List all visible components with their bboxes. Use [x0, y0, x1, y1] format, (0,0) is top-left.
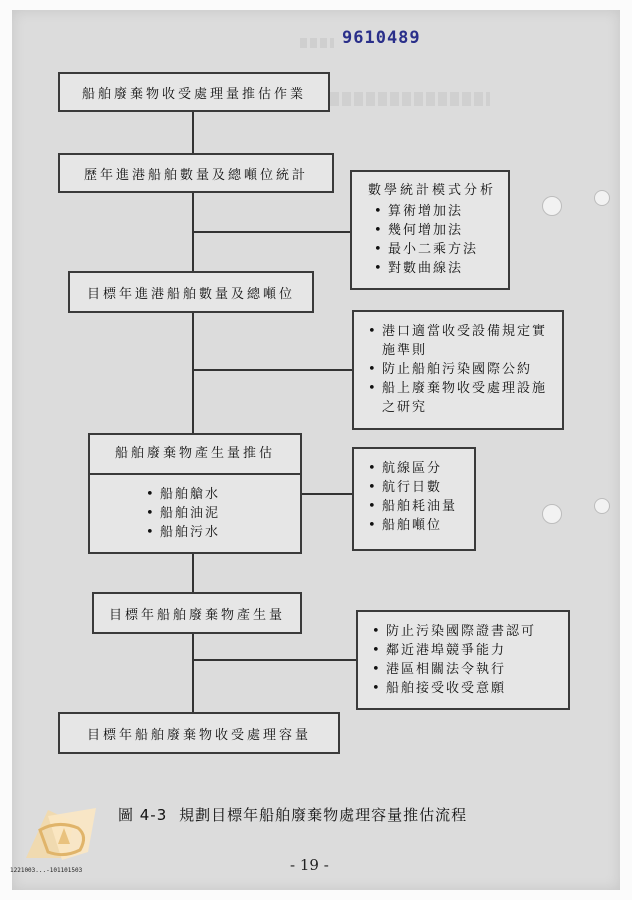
step-target-year-capacity: 目標年船舶廢棄物收受處理容量: [58, 712, 340, 754]
side-regulations: [352, 310, 564, 430]
step-waste-generation-estimate: [88, 433, 302, 554]
figure-label: 圖 4-3: [118, 806, 168, 824]
step-estimation-task: 船舶廢棄物收受處理量推估作業: [58, 72, 330, 112]
side-policy-factors: [356, 610, 570, 710]
list-item: • 船舶耗油量: [368, 497, 474, 516]
side-statistical-analysis: [350, 170, 510, 290]
step-waste-generation-title: 船舶廢棄物產生量推估: [90, 435, 300, 475]
figure-caption: [118, 804, 467, 825]
waste-type-list: [146, 485, 300, 542]
list-item: • 航線區分: [368, 459, 474, 478]
step-target-year-generation: 目標年船舶廢棄物產生量: [92, 592, 302, 634]
list-item: • 船上廢棄物收受處理設施之研究: [368, 379, 552, 417]
list-item: • 算術增加法: [374, 202, 508, 221]
list-item: • 港口適當收受設備規定實施準則: [368, 322, 552, 360]
list-item: • 船舶接受收受意願: [372, 679, 568, 698]
list-item: • 船舶噸位: [368, 516, 474, 535]
list-item: • 幾何增加法: [374, 221, 508, 240]
regulations-list: [368, 322, 552, 417]
library-logo-watermark: [18, 800, 114, 874]
figure-caption-text: 規劃目標年船舶廢棄物處理容量推估流程: [179, 806, 468, 824]
side-statistical-title: 數學統計模式分析: [368, 183, 497, 198]
step-target-year-vessels: 目標年進港船舶數量及總噸位: [68, 271, 314, 313]
route-factors-list: [368, 459, 474, 535]
list-item: • 防止污染國際證書認可: [372, 622, 568, 641]
list-item: • 鄰近港埠競爭能力: [372, 641, 568, 660]
list-item: • 船舶油泥: [146, 504, 300, 523]
page-number: - 19 -: [290, 856, 329, 874]
list-item: • 航行日數: [368, 478, 474, 497]
policy-factors-list: [372, 622, 568, 698]
list-item: • 最小二乘方法: [374, 240, 508, 259]
list-item: • 防止船舶污染國際公約: [368, 360, 552, 379]
footer-id: 1221003...-101101503: [10, 867, 83, 874]
step-historical-statistics: 歷年進港船舶數量及總噸位統計: [58, 153, 334, 193]
list-item: • 對數曲線法: [374, 259, 508, 278]
list-item: • 船舶艙水: [146, 485, 300, 504]
side-route-factors: [352, 447, 476, 551]
statistical-methods-list: [374, 202, 508, 278]
document-number: 9610489: [342, 28, 421, 48]
list-item: • 港區相關法令執行: [372, 660, 568, 679]
list-item: • 船舶污水: [146, 523, 300, 542]
